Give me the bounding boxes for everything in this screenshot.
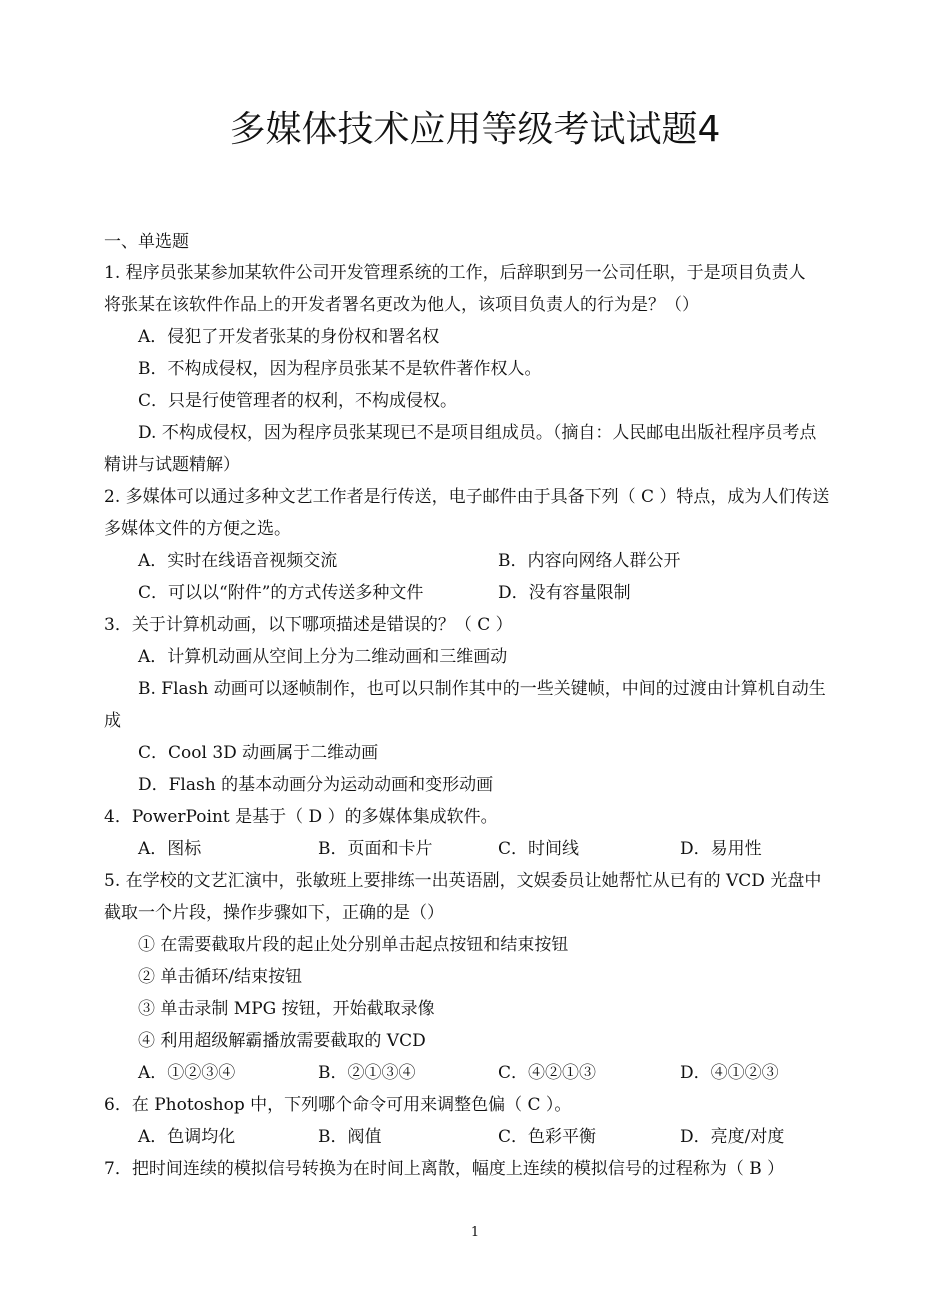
q2-option-b: B．内容向网络人群公开 (498, 551, 681, 571)
q5-option-d: D．④①②③ (680, 1063, 779, 1083)
q5-stem-line2: 截取一个片段，操作步骤如下，正确的是（） (104, 903, 444, 923)
q4-option-a: A．图标 (138, 839, 202, 859)
section-heading: 一、单选题 (104, 232, 189, 252)
q4-option-c: C．时间线 (498, 839, 580, 859)
q4-stem: 4．PowerPoint 是基于（ D ）的多媒体集成软件。 (104, 807, 498, 827)
q5-option-a: A．①②③④ (138, 1063, 236, 1083)
q3-option-d: D．Flash 的基本动画分为运动动画和变形动画 (138, 775, 494, 795)
q4-option-b: B．页面和卡片 (318, 839, 433, 859)
q5-step-3: ③ 单击录制 MPG 按钮，开始截取录像 (138, 999, 435, 1019)
q3-option-a: A．计算机动画从空间上分为二维动画和三维画动 (138, 647, 508, 667)
page-number: 1 (470, 1225, 480, 1240)
q6-option-b: B．阀值 (318, 1127, 382, 1147)
q5-stem-line1: 5. 在学校的文艺汇演中，张敏班上要排练一出英语剧，文娱委员让她帮忙从已有的 VCD 光盘中 (104, 871, 822, 891)
q3-option-b-line1: B. Flash 动画可以逐帧制作，也可以只制作其中的一些关键帧，中间的过渡由计算机自动生 (138, 679, 826, 699)
q6-stem: 6．在 Photoshop 中，下列哪个命令可用来调整色偏（ C ）。 (104, 1095, 572, 1115)
q6-option-c: C．色彩平衡 (498, 1127, 597, 1147)
q2-option-a: A．实时在线语音视频交流 (138, 551, 338, 571)
q6-option-a: A．色调均化 (138, 1127, 236, 1147)
q7-stem: 7．把时间连续的模拟信号转换为在时间上离散，幅度上连续的模拟信号的过程称为（ B ） (104, 1159, 785, 1179)
q3-option-c: C．Cool 3D 动画属于二维动画 (138, 743, 379, 763)
q5-option-b: B．②①③④ (318, 1063, 416, 1083)
q1-stem-line2: 将张某在该软件作品上的开发者署名更改为他人，该项目负责人的行为是？（） (104, 295, 699, 315)
q1-option-d-line1: D. 不构成侵权，因为程序员张某现已不是项目组成员。（摘自：人民邮电出版社程序员考点 (138, 423, 817, 443)
q4-option-d: D．易用性 (680, 839, 762, 859)
q1-option-d-line2: 精讲与试题精解） (104, 455, 240, 475)
q2-stem-line1: 2. 多媒体可以通过多种文艺工作者是行传送，电子邮件由于具备下列（ C ）特点，成为人们传送 (104, 487, 830, 507)
q2-stem-line2: 多媒体文件的方便之选。 (104, 519, 291, 539)
q2-option-c: C．可以以“附件”的方式传送多种文件 (138, 583, 424, 603)
q5-step-2: ② 单击循环/结束按钮 (138, 967, 303, 987)
q3-option-b-line2: 成 (104, 711, 121, 731)
q5-step-4: ④ 利用超级解霸播放需要截取的 VCD (138, 1031, 426, 1051)
q2-option-d: D．没有容量限制 (498, 583, 631, 603)
q1-option-b: B．不构成侵权，因为程序员张某不是软件著作权人。 (138, 359, 542, 379)
q3-stem: 3．关于计算机动画，以下哪项描述是错误的？（ C ） (104, 615, 513, 635)
q1-stem-line1: 1. 程序员张某参加某软件公司开发管理系统的工作，后辞职到另一公司任职，于是项目负责人 (104, 263, 806, 283)
q5-step-1: ① 在需要截取片段的起止处分别单击起点按钮和结束按钮 (138, 935, 569, 955)
q5-option-c: C．④②①③ (498, 1063, 597, 1083)
q6-option-d: D．亮度/对度 (680, 1127, 785, 1147)
q1-option-c: C．只是行使管理者的权利，不构成侵权。 (138, 391, 458, 411)
document-title: 多媒体技术应用等级考试试题4 (229, 109, 721, 150)
q1-option-a: A．侵犯了开发者张某的身份权和署名权 (138, 327, 440, 347)
